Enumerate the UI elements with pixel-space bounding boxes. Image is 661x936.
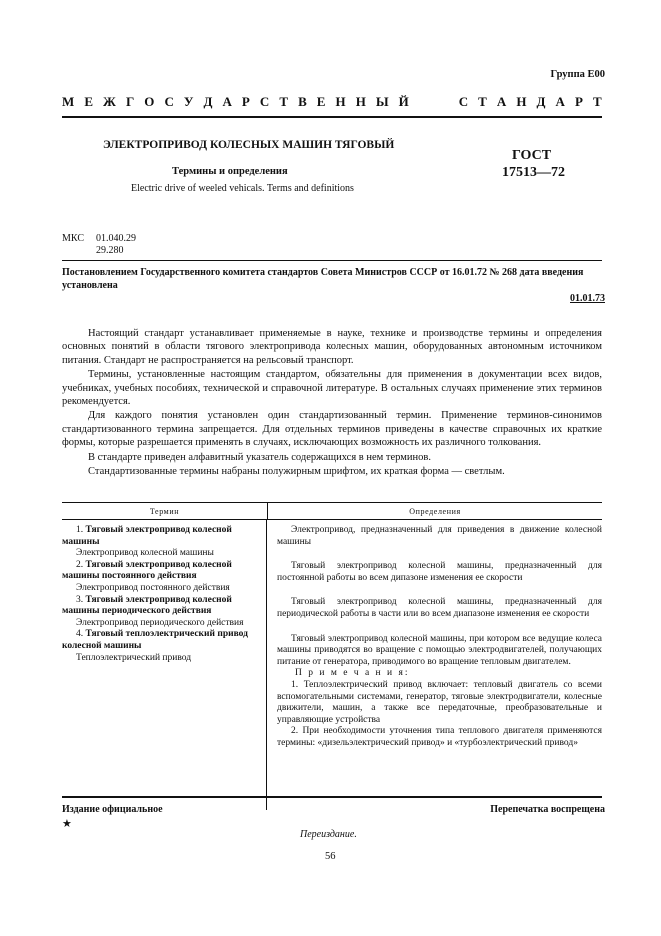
page-number: 56 (325, 851, 336, 862)
mks-code: 29.280 (96, 245, 124, 256)
term-entry: 2. Тяговый электропривод колесной машины постоянного действия (62, 559, 232, 582)
document-title-en: Electric drive of weeled vehicals. Terms and definitions (131, 183, 354, 194)
document-subtitle: Термины и определения (172, 166, 288, 177)
term-short-form: Электропривод колесной машины (76, 548, 214, 559)
intro-text (62, 327, 602, 478)
group-code: Группа Е00 (550, 69, 605, 80)
decree-rule (62, 260, 602, 261)
header-letter (419, 94, 422, 110)
table-body (62, 520, 602, 810)
notes-title: П р и м е ч а н и я: (295, 668, 410, 679)
definition: Тяговый электропривод колесной машины, предназначенный для периодической работы в части или во всем диапазоне изменения ее скорости (277, 597, 602, 619)
mks-code: 01.040.29 (96, 233, 136, 244)
reprint-note: Переиздание. (300, 829, 357, 840)
header-rule (62, 116, 602, 118)
header-letter: Т (478, 94, 487, 109)
header-letter: У (183, 94, 194, 109)
intro-paragraph: В стандарте приведен алфавитный указатель содержащихся в нем терминов. (88, 451, 431, 463)
document-title: ЭЛЕКТРОПРИВОД КОЛЕСНЫХ МАШИН ТЯГОВЫЙ (103, 139, 395, 151)
definition: Электропривод, предназначенный для приведения в движение колесной машины (277, 525, 602, 547)
header-term: Термин (62, 503, 268, 519)
star-icon: ★ (62, 818, 72, 830)
definition: Тяговый электропривод колесной машины, при котором все ведущие колеса машины приводятся во вращение с помощью электродвигателей, получающих питание от генератора, приводимого во вращение тепловым двигателем. (277, 633, 602, 667)
header-letter: Н (335, 94, 346, 109)
mks-label: МКС (62, 233, 84, 244)
header-letter (445, 94, 448, 110)
definition: Тяговый электропривод колесной машины, предназначенный для постоянной работы во всем дипазоне изменения ее скорости (277, 561, 602, 583)
header-letter: С (458, 94, 469, 109)
header-letter: Ы (375, 94, 389, 109)
date-introduced: 01.01.73 (570, 293, 605, 304)
header-letter: С (164, 94, 174, 109)
intro-paragraph: Стандартизованные термины набраны полужирным шрифтом, их краткая форма — светлым. (88, 466, 505, 478)
header-letter: А (555, 94, 565, 109)
header-letter: Н (355, 94, 366, 109)
header-letter: Е (84, 94, 93, 109)
definitions-column (267, 520, 602, 810)
footer-rule (62, 796, 602, 798)
intro-paragraph: Настоящий стандарт устанавливает применяемые в науке, технике и производстве термины и определения основных понятий в области тягового электропривода колесных машин, оборудованных автономным источником питания. Стандарт не распространяется на рельсовый транспорт. (62, 328, 602, 366)
official-edition: Издание официальное (62, 804, 163, 815)
header-letter: Д (536, 94, 546, 109)
term-entry: 3. Тяговый электропривод колесной машины периодического действия (62, 594, 232, 617)
standard-header (62, 94, 602, 110)
table-header (62, 502, 602, 520)
header-letter: Е (316, 94, 326, 109)
header-letter: Т (592, 94, 602, 109)
intro-paragraph: Для каждого понятия установлен один стандартизованный термин. Применение терминов-синонимов стандартизованного термина запрещается. Для отдельных терминов приведены в качестве справочных их краткие формы, которые разрешается применять в случаях, исключающих возможность их различного толкования. (62, 410, 602, 449)
header-letter: Й (398, 94, 409, 109)
term-entry: 1. Тяговый электропривод колесной машины (62, 525, 232, 547)
header-letter: Р (241, 94, 250, 109)
mks-block (62, 233, 136, 256)
header-letter: Н (516, 94, 527, 109)
header-letter: Р (574, 94, 583, 109)
term-short-form: Электропривод периодического действия (76, 617, 244, 628)
header-letter: С (259, 94, 270, 109)
decree-text: Постановлением Государственного комитета стандартов Совета Министров СССР от 16.01.72 № 268 дата введения установлена (62, 267, 584, 291)
header-letter: А (222, 94, 232, 109)
header-letter: А (496, 94, 507, 109)
term-short-form: Теплоэлектрический привод (76, 652, 192, 663)
note: 1. Теплоэлектрический привод включает: тепловый двигатель со всеми вспомогательными системами, генератор, тяговые электродвигатели, колесные движители, машин, а также все передаточные, преобразовательные и управляющие устройства (277, 679, 602, 725)
header-letter: Д (203, 94, 213, 109)
header-letter: О (144, 94, 155, 109)
header-letter: Г (125, 94, 135, 109)
header-letter: Ж (103, 94, 116, 109)
header-letter: В (298, 94, 307, 109)
gost-number: 17513—72 (502, 165, 565, 180)
gost-label: ГОСТ (512, 148, 552, 163)
header-letter: М (62, 94, 75, 109)
note: 2. При необходимости уточнения типа теплового двигателя применяются термины: «дизельэлектрический привод» и «турбоэлектрический привод» (277, 726, 602, 748)
reprint-prohibited: Перепечатка воспрещена (490, 804, 605, 815)
terms-column (62, 520, 267, 810)
intro-paragraph: Термины, установленные настоящим стандартом, обязательны для применения в документации всех видов, учебниках, учебных пособиях, технической и справочной литературе. В остальных случаях применение этих терминов рекомендуется. (62, 369, 602, 408)
header-letter (432, 94, 435, 110)
terms-table (62, 502, 602, 810)
header-letter: Т (279, 94, 289, 109)
term-entry: 4. Тяговый теплоэлектрический привод колесной машины (62, 629, 248, 651)
term-short-form: Электропривод постоянного действия (76, 582, 230, 593)
header-definition: Определения (409, 506, 461, 516)
